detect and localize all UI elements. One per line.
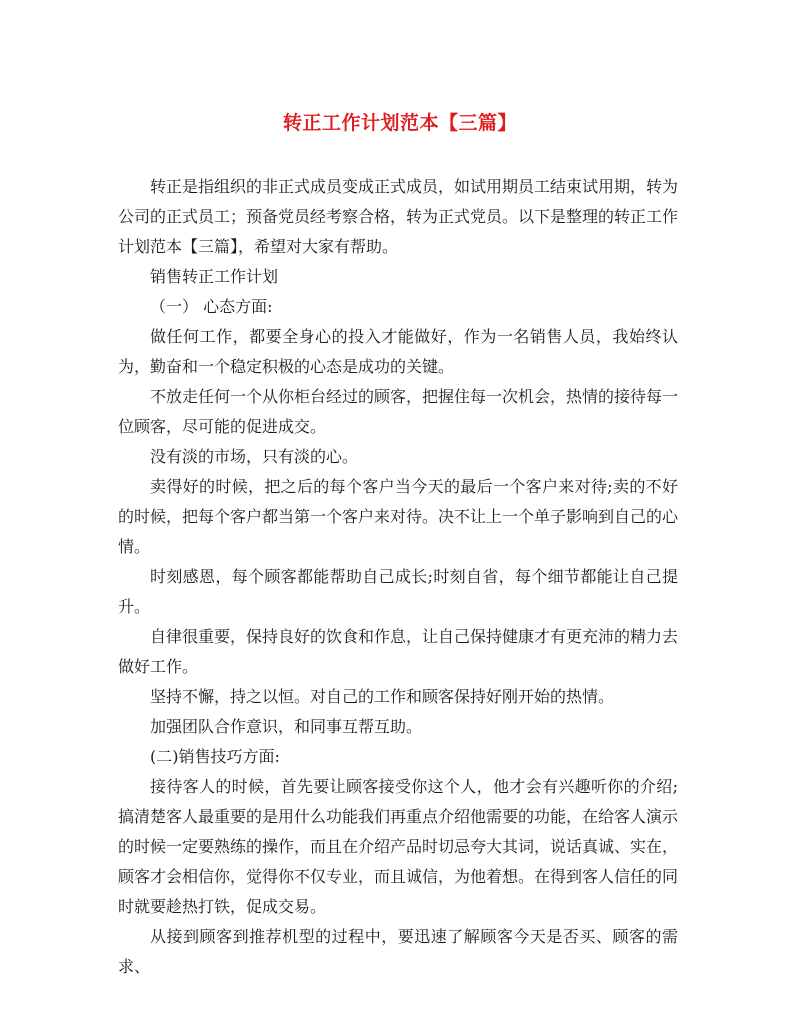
section-heading: 销售转正工作计划 (150, 267, 279, 286)
paragraph: 加强团队合作意识，和同事互帮互助。 (150, 717, 423, 736)
paragraph: 卖得好的时候，把之后的每个客户当今天的最后一个客户来对待;卖的不好的时候，把每个客户都当第一个客户来对待。决不让上一个单子影响到自己的心情。 (118, 477, 679, 556)
paragraph: 从接到顾客到推荐机型的过程中，要迅速了解顾客今天是否买、顾客的需求、 (118, 927, 678, 976)
subsection-heading: (二)销售技巧方面: (150, 747, 280, 766)
paragraph: 接待客人的时候，首先要让顾客接受你这个人，他才会有兴趣听你的介绍;搞清楚客人最重要的是用什么功能我们再重点介绍他需要的功能，在给客人演示的时候一定要熟练的操作，而且在介绍产品时切忌夸大其词，说话真诚、实在，顾客才会相信你，觉得你不仅专业，而且诚信，为他着想。在得到客人信任的同时就要趁热打铁，促成交易。 (118, 777, 679, 916)
paragraph: 时刻感恩，每个顾客都能帮助自己成长;时刻自省，每个细节都能让自己提升。 (118, 567, 678, 616)
document-body (118, 172, 678, 982)
paragraph: 没有淡的市场，只有淡的心。 (150, 447, 359, 466)
paragraph: 不放走任何一个从你柜台经过的顾客，把握住每一次机会，热情的接待每一位顾客，尽可能的促进成交。 (118, 387, 679, 436)
paragraph: 转正是指组织的非正式成员变成正式成员，如试用期员工结束试用期，转为公司的正式员工；预备党员经考察合格，转为正式党员。以下是整理的转正工作计划范本【三篇】，希望对大家有帮助。 (118, 177, 679, 256)
paragraph: 做任何工作，都要全身心的投入才能做好，作为一名销售人员，我始终认为，勤奋和一个稳定积极的心态是成功的关键。 (118, 327, 678, 376)
paragraph: 自律很重要，保持良好的饮食和作息，让自己保持健康才有更充沛的精力去做好工作。 (118, 627, 679, 676)
paragraph: 坚持不懈，持之以恒。对自己的工作和顾客保持好刚开始的热情。 (150, 687, 615, 706)
document-title: 转正工作计划范本【三篇】 (282, 112, 517, 134)
subsection-heading: （一） 心态方面: (150, 297, 273, 316)
